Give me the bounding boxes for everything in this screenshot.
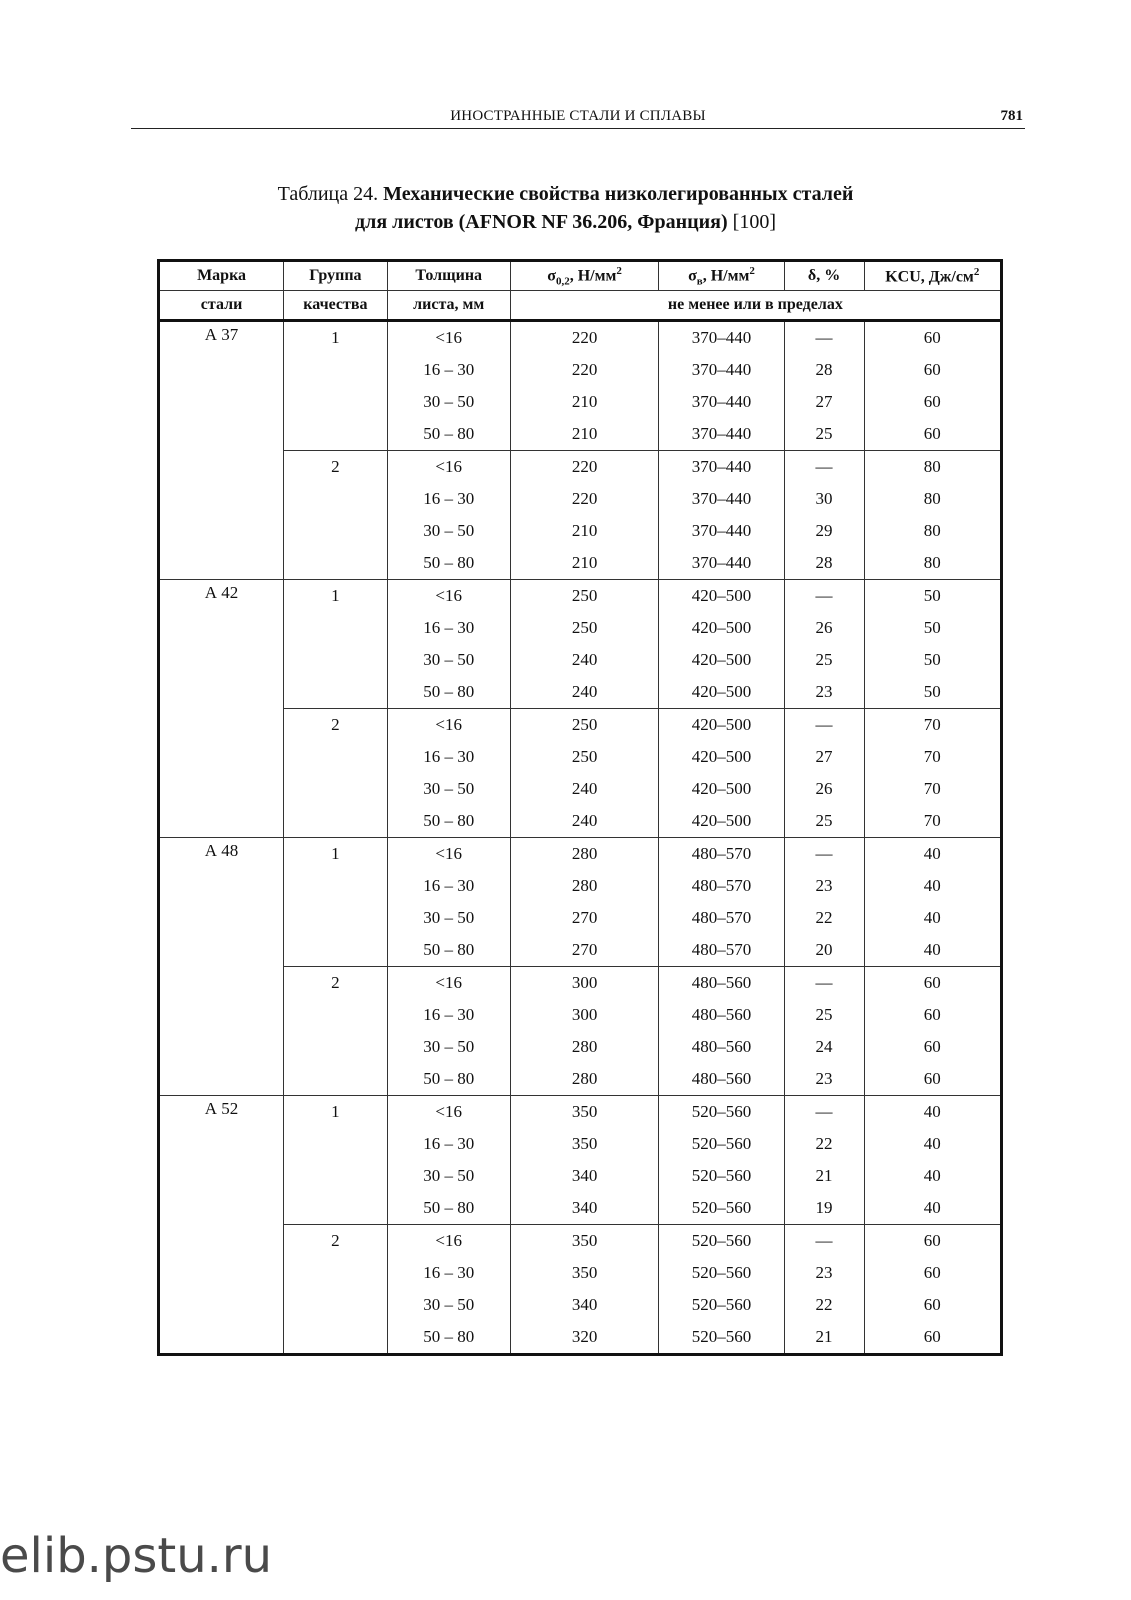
running-title: ИНОСТРАННЫЕ СТАЛИ И СПЛАВЫ	[450, 108, 706, 124]
cell-yield: 210	[510, 515, 659, 547]
cell-thickness: 16 – 30	[387, 1257, 510, 1289]
cell-yield: 220	[510, 321, 659, 355]
cell-kcu: 50	[864, 644, 1001, 676]
table-row	[159, 1225, 1002, 1258]
running-header	[131, 106, 1025, 129]
cell-yield: 280	[510, 1063, 659, 1096]
cell-kcu: 40	[864, 838, 1001, 871]
cell-elongation: —	[784, 1096, 864, 1129]
cell-elongation: 28	[784, 354, 864, 386]
cell-yield: 240	[510, 773, 659, 805]
cell-thickness: 50 – 80	[387, 676, 510, 709]
caption-line-1	[0, 180, 1131, 208]
cell-yield: 340	[510, 1192, 659, 1225]
cell-group: 1	[284, 321, 388, 451]
cell-tensile: 480–560	[659, 1063, 784, 1096]
cell-thickness: 30 – 50	[387, 1289, 510, 1321]
cell-kcu: 80	[864, 451, 1001, 484]
cell-thickness: <16	[387, 838, 510, 871]
cell-elongation: 22	[784, 902, 864, 934]
cell-elongation: 25	[784, 999, 864, 1031]
header-thickness: Толщина	[387, 261, 510, 291]
watermark: elib.pstu.ru	[0, 1528, 273, 1584]
yield-superscript: 2	[616, 264, 622, 277]
table-header	[159, 261, 1002, 321]
header-group: Группа	[284, 261, 388, 291]
yield-unit: , Н/мм	[569, 267, 617, 285]
cell-tensile: 520–560	[659, 1321, 784, 1355]
cell-grade: А 52	[159, 1096, 284, 1355]
cell-tensile: 520–560	[659, 1289, 784, 1321]
cell-thickness: 50 – 80	[387, 805, 510, 838]
cell-kcu: 80	[864, 515, 1001, 547]
cell-group: 2	[284, 709, 388, 838]
cell-tensile: 370–440	[659, 321, 784, 355]
cell-thickness: 30 – 50	[387, 1160, 510, 1192]
cell-tensile: 520–560	[659, 1192, 784, 1225]
cell-thickness: 16 – 30	[387, 1128, 510, 1160]
caption-label: Таблица 24.	[277, 183, 379, 205]
yield-subscript: 0,2	[555, 275, 570, 288]
cell-elongation: 27	[784, 741, 864, 773]
cell-grade: А 42	[159, 580, 284, 838]
cell-elongation: —	[784, 838, 864, 871]
cell-elongation: 25	[784, 805, 864, 838]
cell-group: 1	[284, 580, 388, 709]
cell-tensile: 370–440	[659, 386, 784, 418]
tensile-unit: , Н/мм	[702, 267, 750, 285]
cell-thickness: 30 – 50	[387, 1031, 510, 1063]
cell-elongation: 19	[784, 1192, 864, 1225]
cell-yield: 250	[510, 612, 659, 644]
cell-tensile: 480–570	[659, 934, 784, 967]
cell-group: 2	[284, 451, 388, 580]
header-kcu	[864, 261, 1001, 291]
cell-kcu: 70	[864, 709, 1001, 742]
table-row	[159, 709, 1002, 742]
cell-tensile: 420–500	[659, 676, 784, 709]
cell-thickness: 50 – 80	[387, 1192, 510, 1225]
cell-kcu: 40	[864, 1192, 1001, 1225]
cell-tensile: 420–500	[659, 741, 784, 773]
caption-title-line-2: для листов (AFNOR NF 36.206, Франция)	[354, 211, 728, 233]
cell-kcu: 60	[864, 418, 1001, 451]
yield-symbol: σ	[547, 267, 556, 285]
header-tensile-strength	[659, 261, 784, 291]
cell-yield: 250	[510, 709, 659, 742]
cell-yield: 270	[510, 902, 659, 934]
cell-kcu: 60	[864, 999, 1001, 1031]
table-row	[159, 580, 1002, 613]
cell-grade: А 37	[204, 325, 239, 344]
header-group-line2: качества	[284, 291, 388, 321]
cell-kcu: 60	[864, 1063, 1001, 1096]
tensile-superscript: 2	[749, 264, 755, 277]
cell-kcu: 40	[864, 870, 1001, 902]
cell-yield: 350	[510, 1257, 659, 1289]
cell-thickness: 30 – 50	[387, 773, 510, 805]
cell-yield: 350	[510, 1096, 659, 1129]
cell-yield: 280	[510, 1031, 659, 1063]
cell-thickness: 16 – 30	[387, 999, 510, 1031]
cell-elongation: 22	[784, 1289, 864, 1321]
cell-tensile: 420–500	[659, 612, 784, 644]
cell-kcu: 60	[864, 1225, 1001, 1258]
cell-tensile: 420–500	[659, 644, 784, 676]
cell-thickness: 50 – 80	[387, 547, 510, 580]
cell-thickness: <16	[387, 580, 510, 613]
cell-yield: 300	[510, 967, 659, 1000]
cell-elongation: 20	[784, 934, 864, 967]
cell-yield: 320	[510, 1321, 659, 1355]
cell-kcu: 40	[864, 1128, 1001, 1160]
cell-elongation: —	[784, 709, 864, 742]
cell-kcu: 60	[864, 967, 1001, 1000]
cell-thickness: 16 – 30	[387, 870, 510, 902]
cell-tensile: 480–570	[659, 902, 784, 934]
cell-thickness: 30 – 50	[387, 386, 510, 418]
cell-elongation: —	[784, 967, 864, 1000]
caption-title-line-1: Механические свойства низколегированных сталей	[383, 183, 854, 205]
caption-reference: [100]	[732, 211, 776, 233]
cell-yield: 350	[510, 1225, 659, 1258]
cell-thickness: 30 – 50	[387, 515, 510, 547]
cell-thickness: 16 – 30	[387, 354, 510, 386]
header-span-note: не менее или в пределах	[510, 291, 1001, 321]
cell-kcu: 50	[864, 580, 1001, 613]
cell-thickness: <16	[387, 967, 510, 1000]
cell-thickness: <16	[387, 1096, 510, 1129]
cell-yield: 220	[510, 354, 659, 386]
header-thickness-line2: листа, мм	[387, 291, 510, 321]
table-row	[159, 1096, 1002, 1129]
cell-kcu: 70	[864, 741, 1001, 773]
cell-elongation: 23	[784, 1257, 864, 1289]
cell-kcu: 70	[864, 773, 1001, 805]
cell-thickness: 30 – 50	[387, 902, 510, 934]
cell-kcu: 60	[864, 354, 1001, 386]
cell-yield: 210	[510, 386, 659, 418]
cell-yield: 270	[510, 934, 659, 967]
cell-yield: 220	[510, 451, 659, 484]
cell-thickness: <16	[387, 1225, 510, 1258]
table-caption	[0, 180, 1131, 236]
cell-tensile: 520–560	[659, 1257, 784, 1289]
cell-tensile: 420–500	[659, 580, 784, 613]
cell-elongation: —	[784, 451, 864, 484]
cell-yield: 240	[510, 644, 659, 676]
cell-thickness: 50 – 80	[387, 934, 510, 967]
cell-yield: 250	[510, 741, 659, 773]
cell-kcu: 50	[864, 612, 1001, 644]
cell-yield: 340	[510, 1160, 659, 1192]
cell-yield: 350	[510, 1128, 659, 1160]
cell-group: 2	[284, 967, 388, 1096]
cell-tensile: 480–560	[659, 999, 784, 1031]
cell-elongation: 30	[784, 483, 864, 515]
cell-tensile: 420–500	[659, 709, 784, 742]
cell-elongation: 29	[784, 515, 864, 547]
page-number: 781	[1000, 108, 1023, 124]
cell-elongation: 22	[784, 1128, 864, 1160]
cell-elongation: —	[784, 580, 864, 613]
cell-kcu: 80	[864, 547, 1001, 580]
cell-elongation: 28	[784, 547, 864, 580]
cell-elongation: 27	[784, 386, 864, 418]
cell-grade: А 48	[159, 838, 284, 1096]
cell-yield: 240	[510, 676, 659, 709]
cell-kcu: 60	[864, 386, 1001, 418]
cell-tensile: 370–440	[659, 483, 784, 515]
cell-thickness: 50 – 80	[387, 1063, 510, 1096]
cell-kcu: 60	[864, 321, 1001, 355]
cell-yield: 250	[510, 580, 659, 613]
table-row	[159, 838, 1002, 871]
cell-tensile: 420–500	[659, 805, 784, 838]
cell-kcu: 60	[864, 1289, 1001, 1321]
cell-kcu: 70	[864, 805, 1001, 838]
cell-kcu: 50	[864, 676, 1001, 709]
cell-tensile: 520–560	[659, 1160, 784, 1192]
kcu-label: KCU, Дж/см	[885, 268, 974, 286]
header-grade-line2: стали	[159, 291, 284, 321]
properties-table	[157, 259, 1003, 1356]
cell-yield: 240	[510, 805, 659, 838]
cell-kcu: 40	[864, 934, 1001, 967]
cell-group: 2	[284, 1225, 388, 1355]
cell-elongation: 26	[784, 612, 864, 644]
cell-thickness: <16	[387, 709, 510, 742]
cell-elongation: 23	[784, 870, 864, 902]
cell-elongation: 24	[784, 1031, 864, 1063]
cell-elongation: 21	[784, 1160, 864, 1192]
cell-kcu: 60	[864, 1257, 1001, 1289]
table-row	[159, 451, 1002, 484]
cell-tensile: 520–560	[659, 1225, 784, 1258]
cell-kcu: 40	[864, 902, 1001, 934]
cell-elongation: —	[784, 1225, 864, 1258]
cell-thickness: <16	[387, 321, 510, 355]
cell-yield: 280	[510, 870, 659, 902]
cell-thickness: 16 – 30	[387, 612, 510, 644]
tensile-symbol: σ	[688, 267, 697, 285]
cell-thickness: 16 – 30	[387, 483, 510, 515]
cell-group: 1	[284, 838, 388, 967]
cell-elongation: 25	[784, 644, 864, 676]
table-row	[159, 321, 1002, 355]
cell-tensile: 480–570	[659, 838, 784, 871]
cell-tensile: 370–440	[659, 451, 784, 484]
cell-tensile: 370–440	[659, 515, 784, 547]
cell-tensile: 520–560	[659, 1128, 784, 1160]
cell-thickness: 50 – 80	[387, 1321, 510, 1355]
cell-tensile: 520–560	[659, 1096, 784, 1129]
cell-elongation: 23	[784, 1063, 864, 1096]
cell-yield: 300	[510, 999, 659, 1031]
cell-thickness: 16 – 30	[387, 741, 510, 773]
cell-kcu: 40	[864, 1160, 1001, 1192]
cell-tensile: 480–560	[659, 1031, 784, 1063]
tensile-subscript: в	[696, 275, 703, 288]
header-grade: Марка	[159, 261, 284, 291]
cell-elongation: —	[784, 321, 864, 355]
cell-elongation: 25	[784, 418, 864, 451]
cell-kcu: 80	[864, 483, 1001, 515]
table-row	[159, 967, 1002, 1000]
cell-tensile: 480–570	[659, 870, 784, 902]
cell-tensile: 370–440	[659, 354, 784, 386]
cell-yield: 210	[510, 418, 659, 451]
cell-tensile: 420–500	[659, 773, 784, 805]
cell-tensile: 370–440	[659, 547, 784, 580]
cell-yield: 220	[510, 483, 659, 515]
cell-kcu: 60	[864, 1321, 1001, 1355]
cell-elongation: 26	[784, 773, 864, 805]
cell-elongation: 21	[784, 1321, 864, 1355]
table-body	[159, 321, 1002, 1355]
cell-yield: 210	[510, 547, 659, 580]
cell-kcu: 60	[864, 1031, 1001, 1063]
header-elongation: δ, %	[784, 261, 864, 291]
cell-yield: 340	[510, 1289, 659, 1321]
cell-elongation: 23	[784, 676, 864, 709]
cell-kcu: 40	[864, 1096, 1001, 1129]
cell-thickness: <16	[387, 451, 510, 484]
cell-thickness: 30 – 50	[387, 644, 510, 676]
cell-tensile: 370–440	[659, 418, 784, 451]
cell-thickness: 50 – 80	[387, 418, 510, 451]
cell-group: 1	[284, 1096, 388, 1225]
header-yield-strength	[510, 261, 659, 291]
cell-yield: 280	[510, 838, 659, 871]
caption-line-2	[0, 208, 1131, 236]
kcu-superscript: 2	[973, 265, 980, 278]
cell-tensile: 480–560	[659, 967, 784, 1000]
